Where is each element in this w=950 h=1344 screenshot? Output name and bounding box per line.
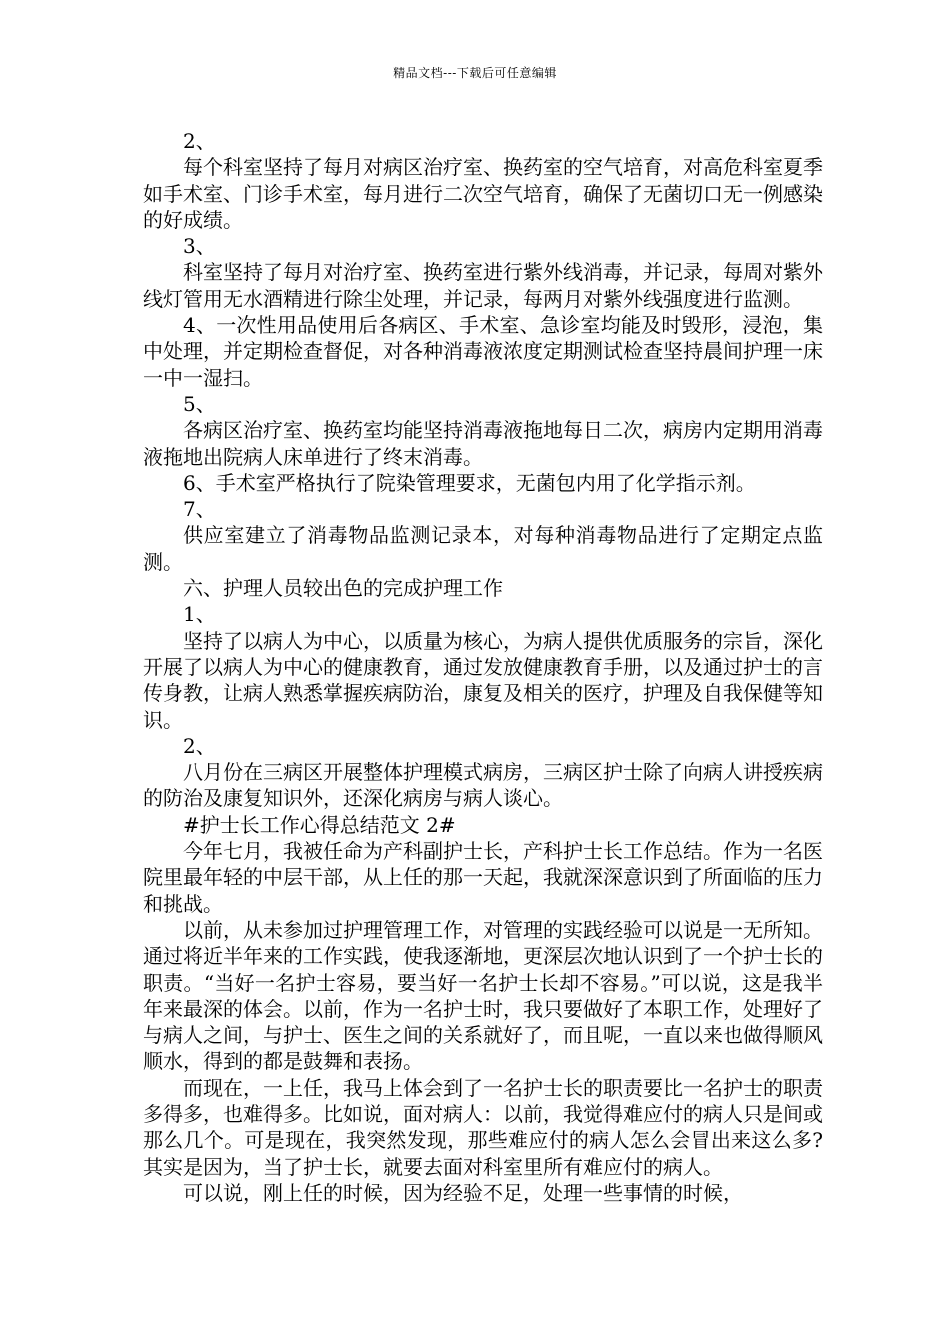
paragraph: 坚持了以病人为中心，以质量为核心，为病人提供优质服务的宗旨，深化开展了以病人为中心的健康教育，通过发放健康教育手册，以及通过护士的言传身教，让病人熟悉掌握疾病防治，康复及相关的医疗，护理及自我保健等知识。 — [143, 628, 823, 732]
paragraph: 供应室建立了消毒物品监测记录本，对每种消毒物品进行了定期定点监测。 — [143, 523, 823, 574]
paragraph: 3、 — [183, 234, 216, 259]
paragraph: 每个科室坚持了每月对病区治疗室、换药室的空气培育，对高危科室夏季如手术室、门诊手术室，每月进行二次空气培育，确保了无菌切口无一例感染的好成绩。 — [143, 155, 823, 232]
paragraph: 1、 — [183, 602, 216, 627]
paragraph: 八月份在三病区开展整体护理模式病房，三病区护士除了向病人讲授疾病的防治及康复知识外，还深化病房与病人谈心。 — [143, 760, 823, 811]
paragraph: 而现在，一上任，我马上体会到了一名护士长的职责要比一名护士的职责多得多，也难得多。比如说，面对病人：以前，我觉得难应付的病人只是间或那么几个。可是现在，我突然发现，那些难应付的病人怎么会冒出来这么多?其实是因为，当了护士长，就要去面对科室里所有难应付的病人。 — [143, 1075, 823, 1179]
paragraph: 4、一次性用品使用后各病区、手术室、急诊室均能及时毁形，浸泡，集中处理，并定期检查督促，对各种消毒液浓度定期测试检查坚持晨间护理一床一中一湿扫。 — [143, 313, 823, 390]
article-title: #护士长工作心得总结范文 2# — [183, 812, 456, 837]
paragraph: 今年七月，我被任命为产科副护士长，产科护士长工作总结。作为一名医院里最年轻的中层干部，从上任的那一天起，我就深深意识到了所面临的压力和挑战。 — [143, 839, 823, 916]
paragraph: 可以说，刚上任的时候，因为经验不足，处理一些事情的时候， — [183, 1180, 743, 1205]
paragraph: 5、 — [183, 391, 216, 416]
paragraph: 各病区治疗室、换药室均能坚持消毒液拖地每日二次，病房内定期用消毒液拖地出院病人床单进行了终末消毒。 — [143, 418, 823, 469]
document-body — [143, 128, 823, 1206]
paragraph: 6、手术室严格执行了院染管理要求，无菌包内用了化学指示剂。 — [183, 470, 756, 495]
page-header: 精品文档---下载后可任意编辑 — [393, 66, 557, 80]
paragraph: 7、 — [183, 497, 216, 522]
paragraph: 以前，从未参加过护理管理工作，对管理的实践经验可以说是一无所知。通过将近半年来的工作实践，使我逐渐地，更深层次地认识到了一个护士长的职责。“当好一名护士容易，要当好一名护士长却不容易。”可以说，这是我半年来最深的体会。以前，作为一名护士时，我只要做好了本职工作，处理好了与病人之间，与护士、医生之间的关系就好了，而且呢，一直以来也做得顺风顺水，得到的都是鼓舞和表扬。 — [143, 917, 823, 1074]
paragraph: 科室坚持了每月对治疗室、换药室进行紫外线消毒，并记录，每周对紫外线灯管用无水酒精进行除尘处理，并记录，每两月对紫外线强度进行监测。 — [143, 260, 823, 311]
paragraph: 2、 — [183, 733, 216, 758]
section-heading: 六、护理人员较出色的完成护理工作 — [183, 576, 503, 601]
paragraph: 2、 — [183, 129, 216, 153]
